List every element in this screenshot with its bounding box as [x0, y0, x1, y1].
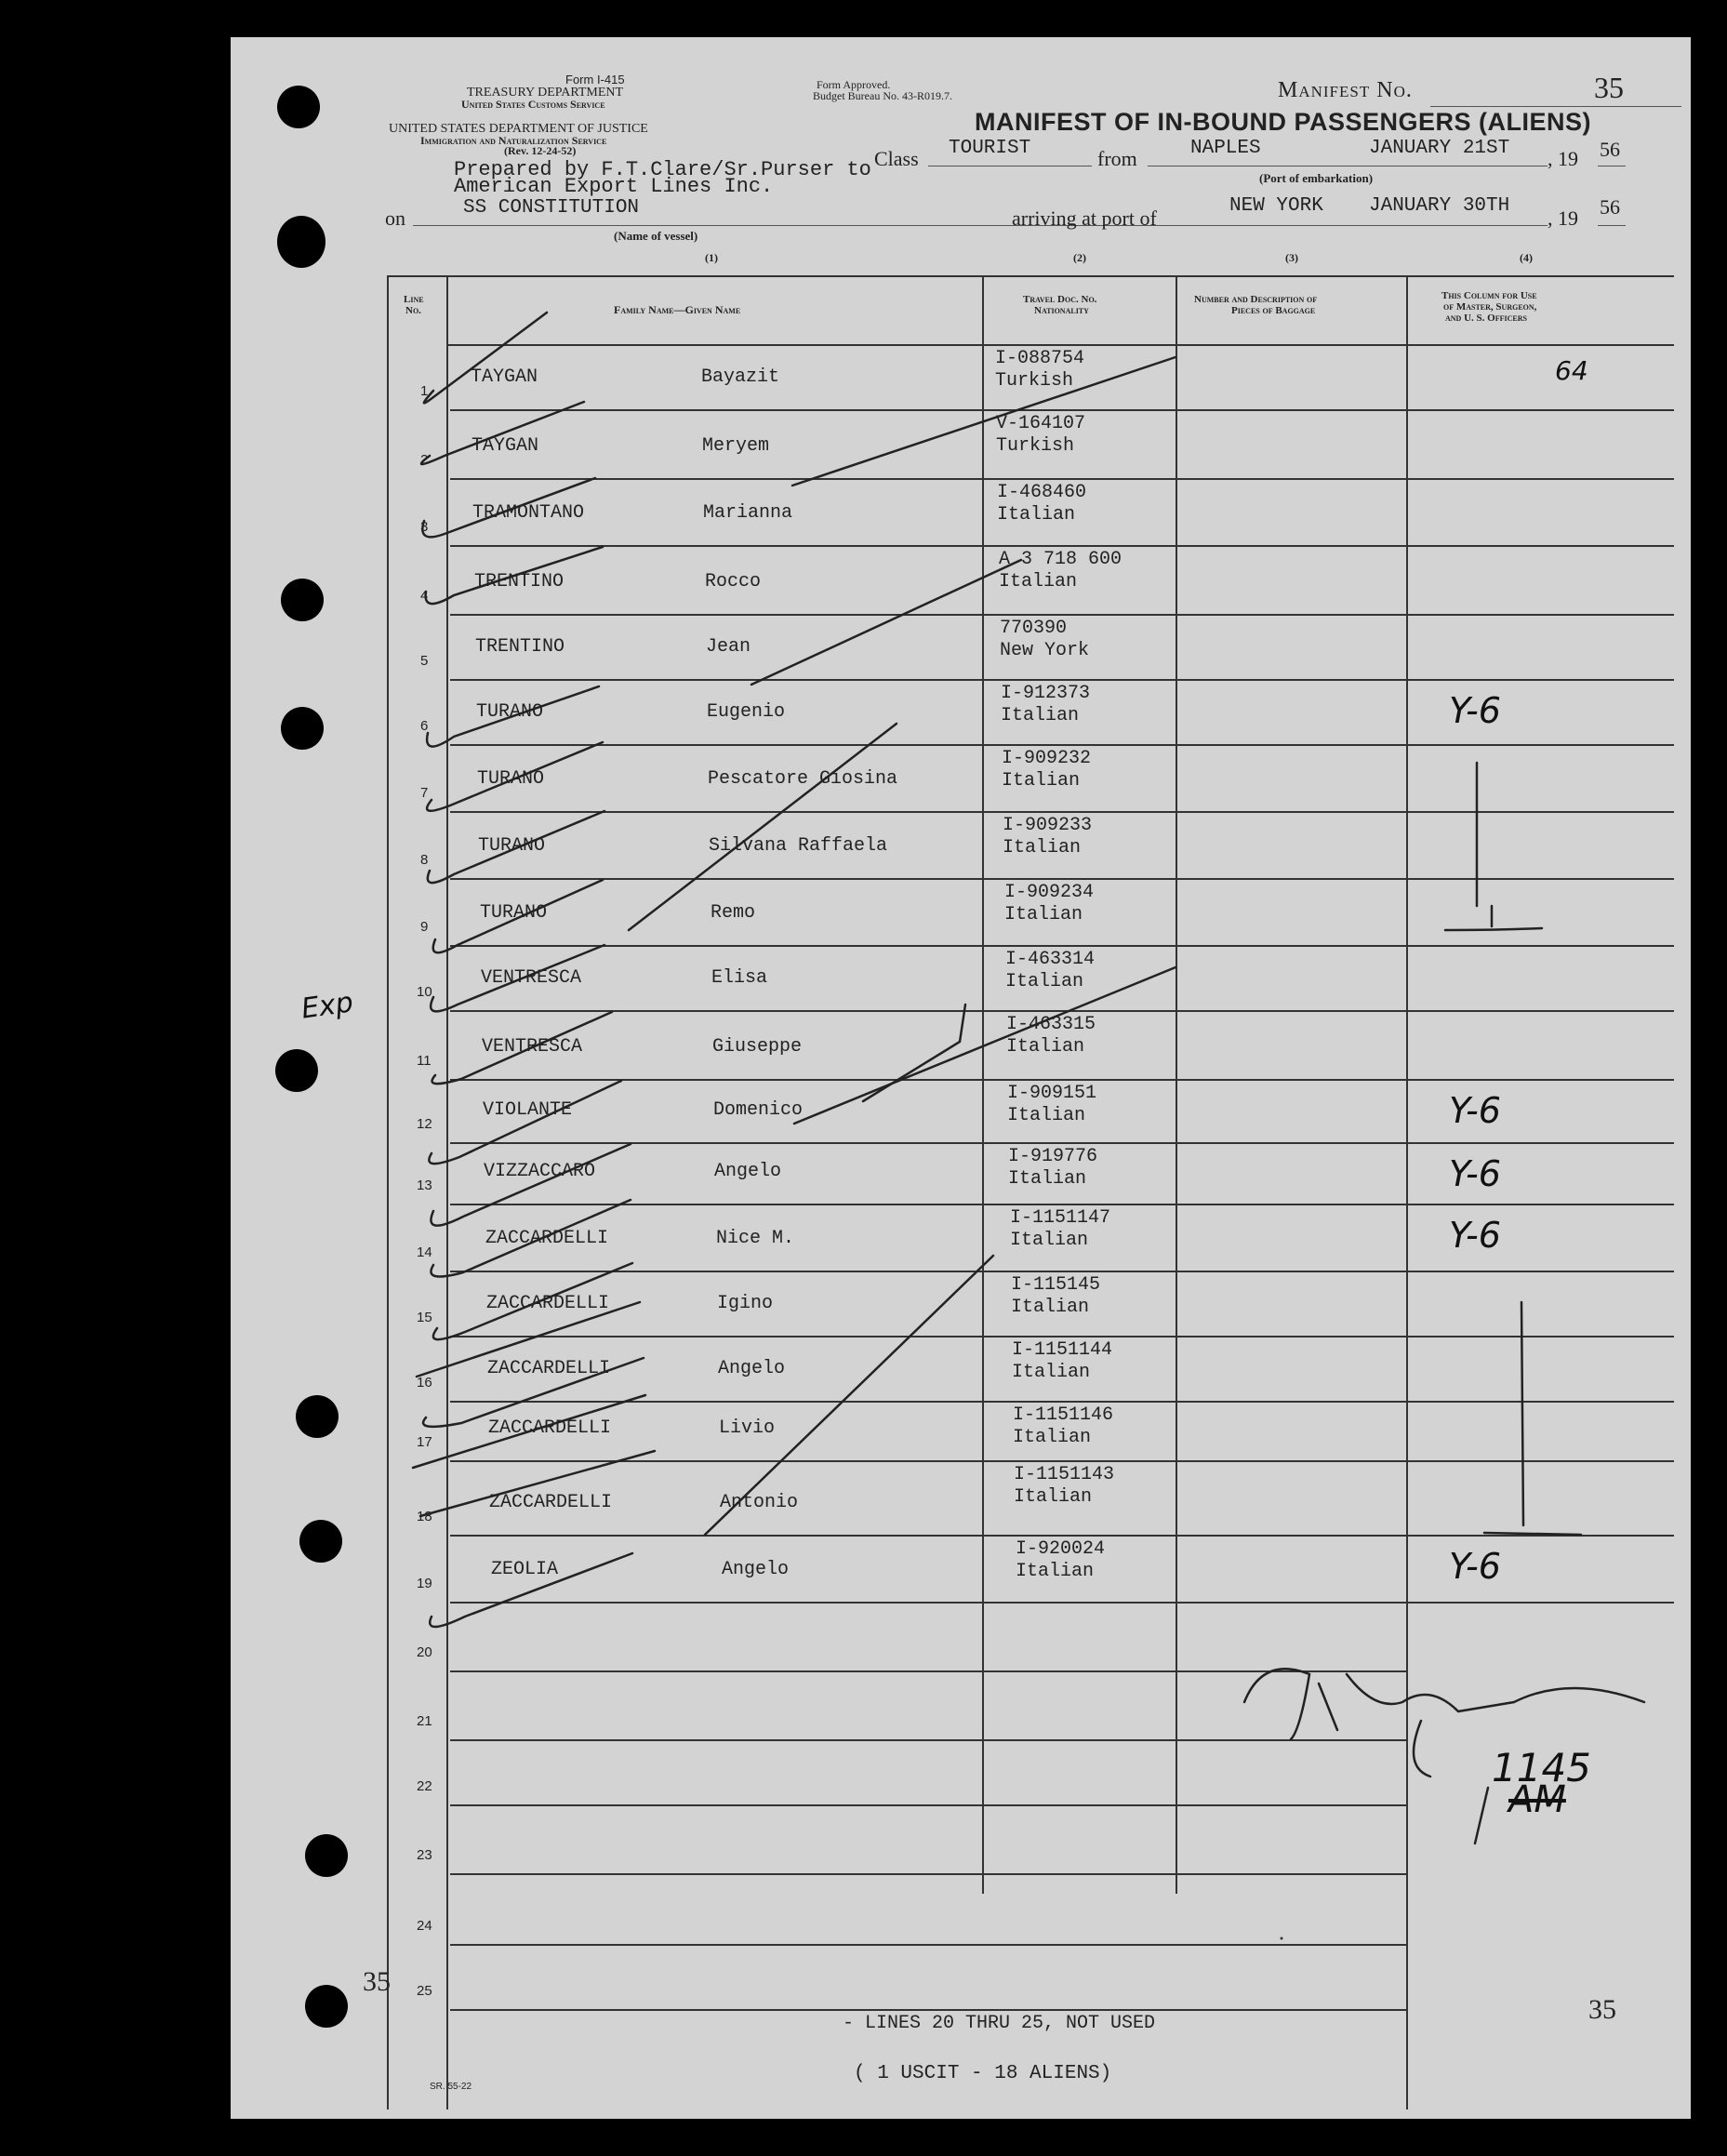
- family-name: VENTRESCA: [481, 967, 582, 989]
- col-number-3: (3): [1285, 251, 1298, 264]
- given-name: Marianna: [703, 502, 793, 524]
- form-number: Form I-415: [565, 73, 625, 87]
- travel-doc-number: I-919776: [1008, 1146, 1098, 1167]
- arrival-year-prefix: , 19: [1548, 206, 1578, 230]
- travel-doc-number: I-920024: [1016, 1538, 1106, 1560]
- time-suffix: AM: [1508, 1778, 1566, 1821]
- nationality: Italian: [1001, 705, 1080, 726]
- travel-doc-number: I-1151146: [1013, 1404, 1114, 1426]
- family-name: TAYGAN: [471, 366, 538, 388]
- strike-line: [863, 1005, 965, 1101]
- given-name: Giuseppe: [712, 1036, 803, 1058]
- travel-doc-number: I-468460: [997, 482, 1087, 503]
- on-label: on: [385, 206, 405, 230]
- class-value: TOURIST: [949, 138, 1031, 159]
- check-mark: [423, 1358, 644, 1427]
- check-mark: [422, 478, 595, 537]
- family-name: TRENTINO: [475, 636, 565, 658]
- family-name: ZACCARDELLI: [486, 1293, 610, 1314]
- arrival-port: NEW YORK: [1229, 195, 1323, 217]
- given-name: Remo: [711, 902, 756, 924]
- row-line-number: 23: [417, 1847, 432, 1863]
- travel-doc-number: I-1151143: [1014, 1464, 1115, 1485]
- officer-note: Y-6: [1449, 690, 1501, 731]
- strike-line: [792, 357, 1176, 486]
- given-name: Igino: [717, 1293, 774, 1314]
- family-name: TRAMONTANO: [472, 502, 585, 524]
- manifest-number: 35: [1594, 71, 1624, 104]
- nationality: Italian: [1008, 1168, 1087, 1190]
- nationality: Italian: [997, 504, 1076, 526]
- nationality: Italian: [1011, 1297, 1090, 1318]
- budget-bureau: Budget Bureau No. 43-R019.7.: [813, 89, 952, 102]
- passenger-summary: ( 1 USCIT - 18 ALIENS): [854, 2063, 1112, 2084]
- row-line-number: 16: [417, 1375, 432, 1391]
- bracket: [1445, 763, 1542, 930]
- given-name: Antonio: [720, 1492, 799, 1513]
- row-line-number: 4: [420, 588, 429, 604]
- family-name: TRENTINO: [474, 571, 565, 592]
- family-name: ZACCARDELLI: [487, 1358, 611, 1379]
- given-name: Angelo: [714, 1161, 782, 1182]
- departure-year: 56: [1600, 138, 1620, 161]
- form-approved: Form Approved.: [817, 78, 891, 91]
- travel-doc-number: I-912373: [1001, 683, 1091, 704]
- row-line-number: 17: [417, 1434, 432, 1450]
- row-line-number: 22: [417, 1778, 432, 1794]
- col-header-doc-1: Travel Doc. No.: [1023, 294, 1097, 305]
- departure-year-prefix: , 19: [1548, 147, 1578, 170]
- given-name: Pescatore Giosina: [708, 768, 898, 790]
- officer-note: Y-6: [1449, 1546, 1501, 1587]
- check-mark: [413, 1395, 645, 1468]
- col-header-officers-2: of Master, Surgeon,: [1443, 301, 1537, 313]
- row-line-number: 21: [417, 1713, 432, 1729]
- family-name: ZACCARDELLI: [485, 1228, 609, 1249]
- prepared-by-2: American Export Lines Inc.: [454, 175, 774, 198]
- family-name: TURANO: [476, 701, 544, 723]
- bracket: [1484, 1302, 1581, 1535]
- row-line-number: 10: [417, 984, 432, 1000]
- from-value: NAPLES: [1190, 138, 1261, 159]
- row-line-number: 9: [420, 919, 429, 935]
- officer-note: Y-6: [1449, 1153, 1501, 1194]
- given-name: Rocco: [705, 571, 762, 592]
- check-mark: [424, 313, 547, 403]
- arrival-date: JANUARY 30TH: [1369, 195, 1510, 217]
- nationality: Italian: [1004, 904, 1083, 925]
- travel-doc-number: I-1151147: [1010, 1207, 1111, 1229]
- family-name: TURANO: [478, 835, 546, 857]
- row-line-number: 8: [420, 852, 429, 868]
- row-line-number: 12: [417, 1116, 432, 1132]
- family-name: VIOLANTE: [483, 1099, 573, 1121]
- check-mark: [417, 1302, 640, 1377]
- family-name: TURANO: [477, 768, 545, 790]
- nationality: Italian: [1007, 1105, 1086, 1126]
- check-mark: [433, 1263, 632, 1339]
- check-mark: [433, 880, 603, 952]
- check-mark: [421, 402, 584, 464]
- ins-service: Immigration and Naturalization Service: [420, 134, 607, 147]
- prepared-by-1: Prepared by F.T.Clare/Sr.Purser to: [454, 158, 871, 181]
- justice-department: UNITED STATES DEPARTMENT OF JUSTICE: [389, 122, 648, 136]
- nationality: Italian: [1013, 1427, 1092, 1448]
- travel-doc-number: A 3 718 600: [999, 549, 1123, 570]
- check-mark: [430, 1553, 632, 1627]
- check-mark: [431, 945, 604, 1011]
- family-name: ZEOLIA: [491, 1559, 559, 1580]
- family-name: TURANO: [480, 902, 548, 924]
- col-header-baggage-2: Pieces of Baggage: [1231, 305, 1316, 316]
- nationality: Italian: [1016, 1561, 1095, 1582]
- family-name: ZACCARDELLI: [488, 1417, 612, 1439]
- row-line-number: 5: [420, 653, 429, 669]
- form-code: SR. 55-22: [430, 2082, 472, 2092]
- col-header-officers-3: and U. S. Officers: [1445, 313, 1527, 324]
- manifest-title: MANIFEST OF IN-BOUND PASSENGERS (ALIENS): [975, 108, 1592, 136]
- check-mark: [427, 742, 603, 811]
- lines-not-used-note: - LINES 20 THRU 25, NOT USED: [843, 2013, 1156, 2034]
- row-line-number: 24: [417, 1918, 432, 1934]
- nationality: Italian: [1014, 1486, 1093, 1508]
- row-line-number: 3: [420, 519, 429, 535]
- row-line-number: 20: [417, 1644, 432, 1660]
- family-name: VENTRESCA: [482, 1036, 583, 1058]
- given-name: Eugenio: [707, 701, 786, 723]
- check-mark: [431, 1200, 631, 1277]
- row-line-number: 18: [417, 1509, 432, 1524]
- page-number-right: 35: [1588, 1994, 1616, 2025]
- row-line-number: 7: [420, 785, 429, 801]
- strike-line: [794, 967, 1176, 1124]
- travel-doc-number: I-909151: [1007, 1083, 1097, 1104]
- class-label: Class: [874, 147, 919, 170]
- check-mark: [429, 1081, 621, 1164]
- family-name: TAYGAN: [472, 435, 539, 457]
- margin-note: Exp: [299, 986, 355, 1026]
- family-name: ZACCARDELLI: [489, 1492, 613, 1513]
- page-number-left: 35: [363, 1966, 391, 1997]
- given-name: Bayazit: [701, 366, 780, 388]
- nationality: New York: [1000, 640, 1090, 661]
- given-name: Jean: [706, 636, 751, 658]
- col-number-4: (4): [1520, 251, 1533, 264]
- travel-doc-number: I-088754: [995, 348, 1085, 369]
- travel-doc-number: I-115145: [1011, 1274, 1101, 1296]
- row-line-number: 6: [420, 718, 429, 734]
- col-header-line-1: Line: [404, 294, 424, 305]
- nationality: Italian: [1010, 1230, 1089, 1251]
- strike-line: [751, 560, 1021, 685]
- row-line-number: 15: [417, 1310, 432, 1325]
- stamp-slash: [1475, 1788, 1488, 1843]
- nationality: Turkish: [996, 435, 1075, 457]
- travel-doc-number: I-1151144: [1012, 1339, 1113, 1361]
- given-name: Angelo: [722, 1559, 790, 1580]
- col-header-name: Family Name—Given Name: [614, 303, 741, 316]
- nationality: Italian: [1012, 1362, 1091, 1383]
- family-name: VIZZACCARO: [484, 1161, 596, 1182]
- given-name: Domenico: [713, 1099, 804, 1121]
- embarkation-caption: (Port of embarkation): [1259, 171, 1374, 185]
- arrival-year: 56: [1600, 195, 1620, 219]
- department: TREASURY DEPARTMENT: [467, 86, 624, 100]
- col-header-line-2: No.: [405, 305, 421, 316]
- nationality: Italian: [1003, 837, 1082, 858]
- given-name: Nice M.: [716, 1228, 795, 1249]
- manifest-label: Manifest No.: [1278, 78, 1413, 102]
- vessel-name: SS CONSTITUTION: [463, 197, 640, 219]
- nationality: Italian: [999, 571, 1078, 592]
- customs-service: United States Customs Service: [461, 98, 605, 111]
- check-mark: [428, 811, 604, 883]
- travel-doc-number: 770390: [1000, 618, 1068, 639]
- travel-doc-number: I-909232: [1002, 748, 1092, 769]
- col-number-2: (2): [1073, 251, 1086, 264]
- travel-doc-number: I-909233: [1003, 815, 1093, 836]
- officer-note: 64: [1555, 355, 1588, 386]
- row-line-number: 11: [417, 1053, 432, 1069]
- row-line-number: 19: [417, 1576, 432, 1591]
- row-line-number: 13: [417, 1178, 432, 1193]
- strike-line: [705, 1256, 993, 1535]
- vessel-caption: (Name of vessel): [614, 229, 698, 243]
- row-line-number: 1: [420, 383, 429, 399]
- revision: (Rev. 12-24-52): [504, 144, 577, 157]
- col-header-officers-1: This Column for Use: [1441, 290, 1537, 301]
- check-mark: [426, 547, 603, 604]
- row-line-number: 14: [417, 1244, 432, 1260]
- nationality: Italian: [1002, 770, 1081, 792]
- check-mark: [420, 1451, 655, 1516]
- given-name: Livio: [719, 1417, 776, 1439]
- given-name: Elisa: [711, 967, 768, 989]
- nationality: Turkish: [995, 370, 1074, 392]
- given-name: Angelo: [718, 1358, 786, 1379]
- handwritten-marks: [231, 37, 1691, 2119]
- given-name: Silvana Raffaela: [709, 835, 888, 857]
- given-name: Meryem: [702, 435, 770, 457]
- travel-doc-number: I-463315: [1006, 1014, 1096, 1035]
- nationality: Italian: [1006, 1036, 1085, 1058]
- travel-doc-number: I-909234: [1004, 882, 1095, 903]
- officer-note: Y-6: [1449, 1215, 1501, 1256]
- arriving-label: arriving at port of: [1012, 206, 1157, 230]
- row-line-number: 2: [420, 452, 429, 468]
- travel-doc-number: I-463314: [1005, 949, 1096, 970]
- nationality: Italian: [1005, 971, 1084, 992]
- travel-doc-number: V-164107: [996, 413, 1086, 434]
- row-line-number: 25: [417, 1983, 432, 1999]
- departure-date: JANUARY 21ST: [1369, 138, 1510, 159]
- col-header-baggage-1: Number and Description of: [1194, 294, 1318, 305]
- check-mark: [427, 686, 599, 747]
- time-stamp: 1145: [1492, 1745, 1591, 1790]
- strike-line: [629, 724, 897, 930]
- from-label: from: [1097, 147, 1137, 170]
- check-mark: [432, 1012, 613, 1084]
- col-header-doc-2: Nationality: [1034, 305, 1089, 316]
- officer-note: Y-6: [1449, 1090, 1501, 1131]
- col-number-1: (1): [705, 251, 718, 264]
- manifest-page: [231, 37, 1691, 2119]
